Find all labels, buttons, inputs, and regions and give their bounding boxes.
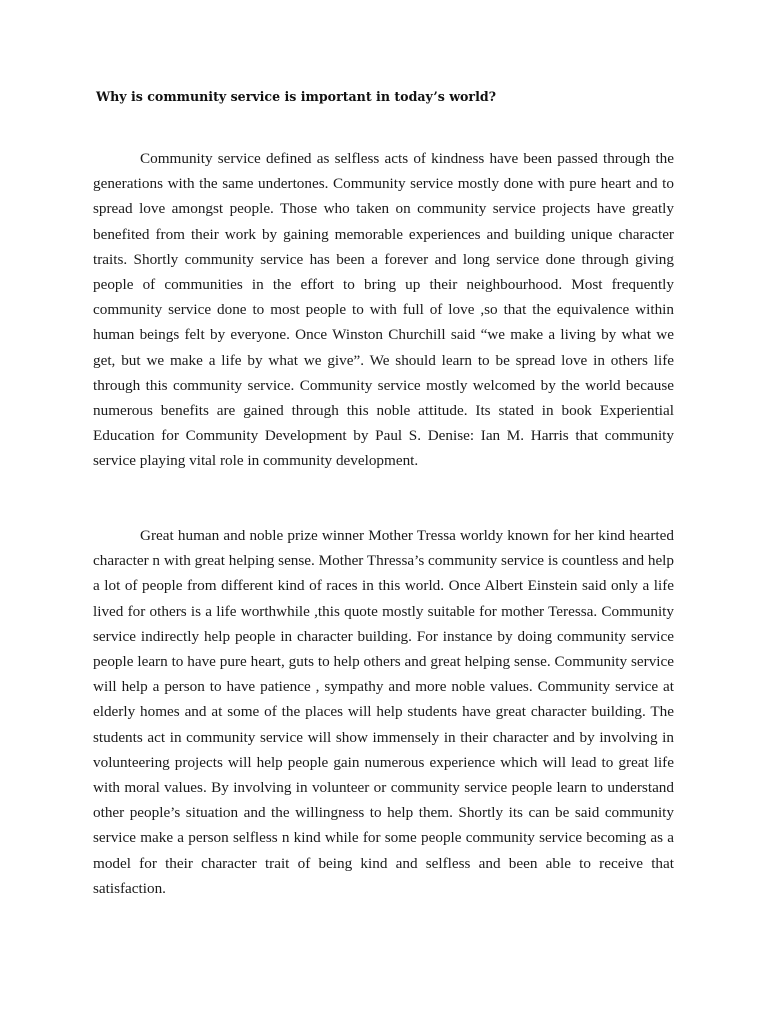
essay-paragraph-1: Community service defined as selfless acts of kindness have been passed through the generations with the same undertones. Community service mostly done with pure heart and to spread love amongst people. Those who taken on community service projects have greatly benefited from their work by gaining memorable experiences and building unique character traits. Shortly community service has been a forever and long service done through giving people of communities in the effort to bring up their neighbourhood. Most frequently community service done to most people to with full of love ,so that the equivalence within human beings felt by everyone. Once Winston Churchill said “we make a living by what we get, but we make a life by what we give”. We should learn to be spread love in others life through this community service. Community service mostly welcomed by the world because numerous benefits are gained through this noble attitude. Its stated in book Experiential Education for Community Development by Paul S. Denise: Ian M. Harris that community service playing vital role in community development. bbox=[93, 150, 674, 470]
essay-paragraph-2: Great human and noble prize winner Mother Tressa worldy known for her kind hearted character n with great helping sense. Mother Thressa’s community service is countless and help a lot of people from different kind of races in this world. Once Albert Einstein said only a life lived for others is a life worthwhile ,this quote mostly suitable for mother Teressa. Community service indirectly help people in character building. For instance by doing community service people learn to have pure heart, guts to help others and great helping sense. Community service will help a person to have patience , sympathy and more noble values. Community service at elderly homes and at some of the places will help students have great character building. The students act in community service will show immensely in their character and by involving in volunteering projects will help people gain numerous experience which will lead to great life with moral values. By involving in volunteer or community service people learn to understand other people’s situation and the willingness to help them. Shortly its can be said community service make a person selfless n kind while for some people community service becoming as a model for their character trait of being kind and selfless and been able to receive that satisfaction. bbox=[93, 527, 674, 897]
essay-title: Why is community service is important in today’s world? bbox=[96, 89, 497, 104]
